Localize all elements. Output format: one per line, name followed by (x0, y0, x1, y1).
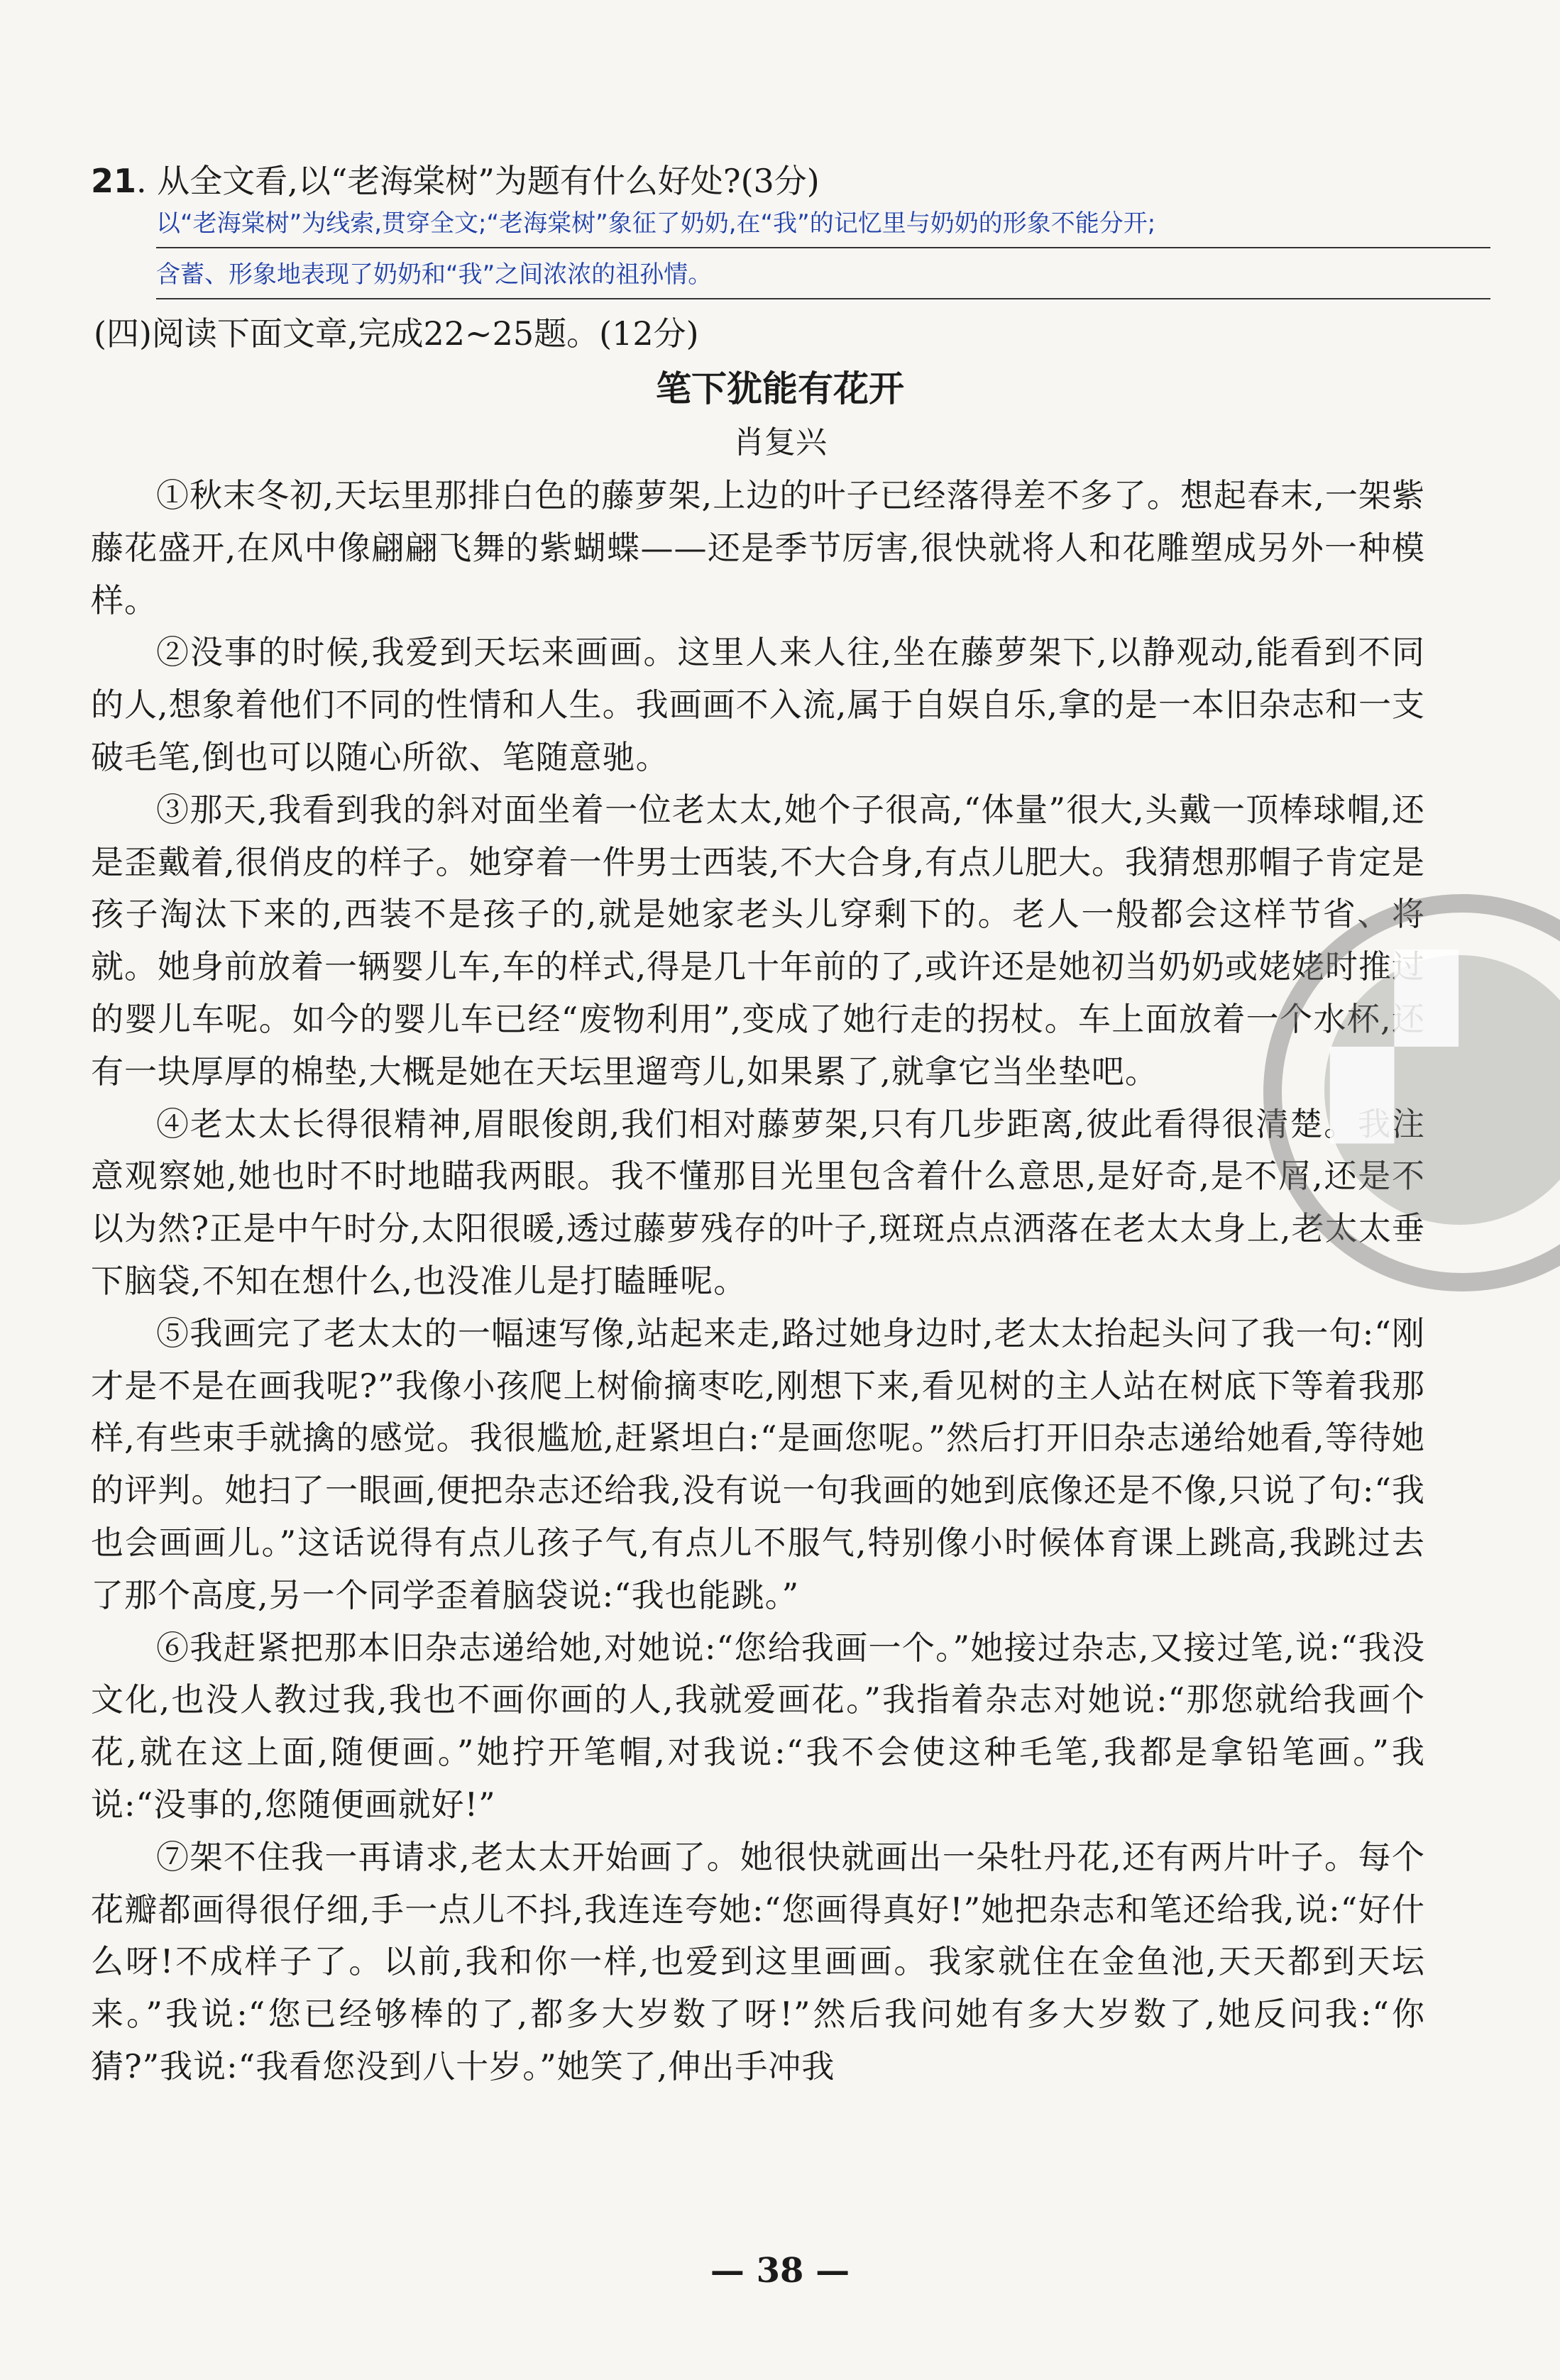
section-heading: (四)阅读下面文章,完成22~25题。(12分) (94, 314, 699, 353)
question-number: 21 (91, 162, 137, 200)
paragraph-1: ①秋末冬初,天坛里那排白色的藤萝架,上边的叶子已经落得差不多了。想起春末,一架紫藤花盛开,在风中像翩翩飞舞的紫蝴蝶——还是季节厉害,很快就将人和花雕塑成另外一种模样。 (91, 476, 1425, 619)
question-text: . 从全文看,以“老海棠树”为题有什么好处?(3分) (136, 162, 820, 200)
paragraph-4: ④老太太长得很精神,眉眼俊朗,我们相对藤萝架,只有几步距离,彼此看得很清楚。我注意观察她,她也时不时地瞄我两眼。我不懂那目光里包含着什么意思,是好奇,是不屑,还是不以为然?正是中午时分,太阳很暖,透过藤萝残存的叶子,斑斑点点洒落在老太太身上,老太太垂下脑袋,不知在想什么,也没准儿是打瞌睡呢。 (91, 1104, 1425, 1300)
paragraph-2: ②没事的时候,我爱到天坛来画画。这里人来人往,坐在藤萝架下,以静观动,能看到不同的人,想象着他们不同的性情和人生。我画画不入流,属于自娱自乐,拿的是一本旧杂志和一支破毛笔,倒也可以随心所欲、笔随意驰。 (91, 633, 1425, 776)
paragraph-3: ③那天,我看到我的斜对面坐着一位老太太,她个子很高,“体量”很大,头戴一顶棒球帽,还是歪戴着,很俏皮的样子。她穿着一件男士西装,不大合身,有点儿肥大。我猜想那帽子肯定是孩子淘汰下来的,西装不是孩子的,就是她家老头儿穿剩下的。老人一般都会这样节省、将就。她身前放着一辆婴儿车,车的样式,得是几十年前的了,或许还是她初当奶奶或姥姥时推过的婴儿车呢。如今的婴儿车已经“废物利用”,变成了她行走的拐杖。车上面放着一个水杯,还有一块厚厚的棉垫,大概是她在天坛里遛弯儿,如果累了,就拿它当坐垫吧。 (91, 790, 1425, 1091)
question-21 (91, 160, 1475, 202)
article-body (91, 470, 1425, 2093)
stamp-glyph-icon: ▞ (1331, 952, 1457, 1142)
answer-line-2: 含蓄、形象地表现了奶奶和“我”之间浓浓的祖孙情。 (156, 257, 1490, 299)
paragraph-6: ⑥我赶紧把那本旧杂志递给她,对她说:“您给我画一个。”她接过杂志,又接过笔,说:“我没文化,也没人教过我,我也不画你画的人,我就爱画花。”我指着杂志对她说:“那您就给我画个花,就在这上面,随便画。”她拧开笔帽,对我说:“我不会使这种毛笔,我都是拿铅笔画。”我说:“没事的,您随便画就好!” (91, 1628, 1425, 1824)
paragraph-5: ⑤我画完了老太太的一幅速写像,站起来走,路过她身边时,老太太抬起头问了我一句:“刚才是不是在画我呢?”我像小孩爬上树偷摘枣吃,刚想下来,看见树的主人站在树底下等着我那样,有些束手就擒的感觉。我很尴尬,赶紧坦白:“是画您呢。”然后打开旧杂志递给她看,等待她的评判。她扫了一眼画,便把杂志还给我,没有说一句我画的她到底像还是不像,只说了句:“我也会画画儿。”这话说得有点儿孩子气,有点儿不服气,特别像小时候体育课上跳高,我跳过去了那个高度,另一个同学歪着脑袋说:“我也能跳。” (91, 1313, 1425, 1614)
paragraph-7: ⑦架不住我一再请求,老太太开始画了。她很快就画出一朵牡丹花,还有两片叶子。每个花瓣都画得很仔细,手一点儿不抖,我连连夸她:“您画得真好!”她把杂志和笔还给我,说:“好什么呀!不成样子了。以前,我和你一样,也爱到这里画画。我家就住在金鱼池,天天都到天坛来。”我说:“您已经够棒的了,都多大岁数了呀!”然后我问她有多大岁数了,她反问我:“你猜?”我说:“我看您没到八十岁。”她笑了,伸出手冲我 (91, 1837, 1425, 2086)
article-title: 笔下犹能有花开 (656, 368, 904, 409)
article-author: 肖复兴 (733, 424, 827, 461)
answer-line-1: 以“老海棠树”为线索,贯穿全文;“老海棠树”象征了奶奶,在“我”的记忆里与奶奶的形象不能分开; (156, 206, 1490, 248)
page-number: — 38 — (710, 2251, 850, 2291)
